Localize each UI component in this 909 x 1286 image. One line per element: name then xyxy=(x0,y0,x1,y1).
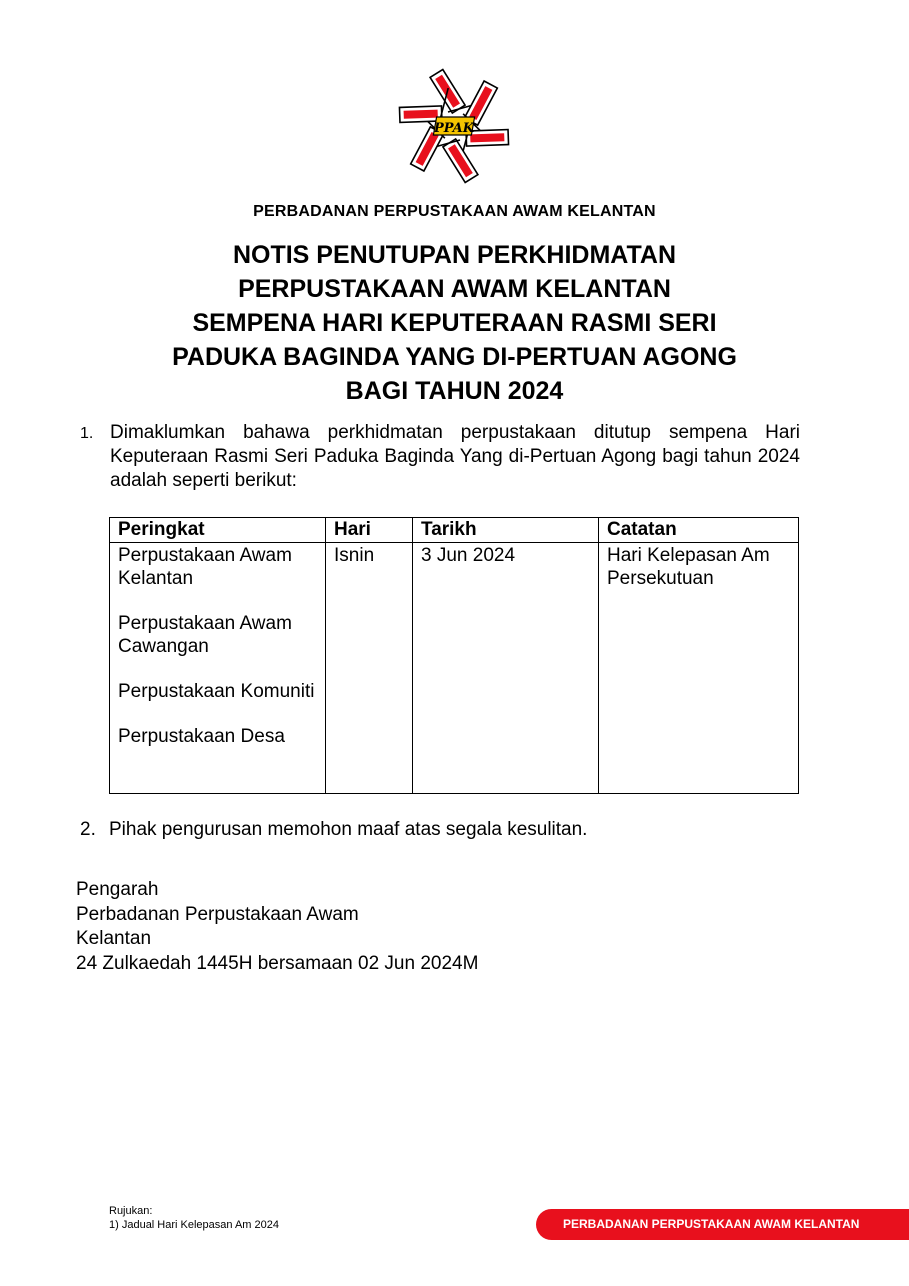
paragraph-text: Dimaklumkan bahawa perkhidmatan perpustakaan ditutup sempena Hari Keputeraan Rasmi Seri Paduka Baginda Yang di-Pertuan Agong bagi tahun 2024 adalah seperti berikut: xyxy=(110,422,800,491)
title-line: PERPUSTAKAAN AWAM KELANTAN xyxy=(238,275,671,303)
title-line: BAGI TAHUN 2024 xyxy=(345,377,564,405)
footer-banner xyxy=(536,1209,909,1240)
table-header-row xyxy=(110,518,799,543)
paragraph-1 xyxy=(80,421,800,493)
footer-text: PERBADANAN PERPUSTAKAAN AWAM KELANTAN xyxy=(563,1217,860,1231)
title-line: PADUKA BAGINDA YANG DI-PERTUAN AGONG xyxy=(172,343,737,371)
reference-heading: Rujukan: xyxy=(109,1205,153,1217)
paragraph-number: 1. xyxy=(80,425,94,442)
paragraph-2 xyxy=(80,818,587,842)
table-row xyxy=(110,543,799,794)
library-level: Perpustakaan Komuniti xyxy=(118,681,315,702)
signature-line: Perbadanan Perpustakaan Awam xyxy=(76,903,359,925)
levels-cell xyxy=(110,543,326,794)
ppak-logo xyxy=(392,62,516,190)
reference-block xyxy=(109,1204,279,1232)
paragraph-text: Pihak pengurusan memohon maaf atas segala kesulitan. xyxy=(109,819,588,840)
library-level: Perpustakaan Desa xyxy=(118,726,285,747)
paragraph-number: 2. xyxy=(80,819,96,840)
org-heading: PERBADANAN PERPUSTAKAAN AWAM KELANTAN xyxy=(253,203,656,220)
title-line: NOTIS PENUTUPAN PERKHIDMATAN xyxy=(232,241,677,269)
date-cell: 3 Jun 2024 xyxy=(413,543,599,794)
header-hari: Hari xyxy=(326,518,413,543)
notice-title xyxy=(0,238,909,408)
header-catatan: Catatan xyxy=(599,518,799,543)
title-line: SEMPENA HARI KEPUTERAAN RASMI SERI xyxy=(192,309,717,337)
library-level: Perpustakaan Awam Cawangan xyxy=(118,613,292,657)
logo-text: PPAK xyxy=(434,121,474,136)
signature-line: Pengarah xyxy=(76,879,159,900)
signature-date: 24 Zulkaedah 1445H bersamaan 02 Jun 2024M xyxy=(76,952,479,974)
signature-block xyxy=(76,878,478,976)
header-tarikh: Tarikh xyxy=(413,518,599,543)
header-peringkat: Peringkat xyxy=(110,518,326,543)
day-cell: Isnin xyxy=(326,543,413,794)
closure-schedule-table xyxy=(109,517,799,794)
library-level: Perpustakaan Awam Kelantan xyxy=(118,545,292,589)
signature-line: Kelantan xyxy=(76,928,152,949)
reference-item: 1) Jadual Hari Kelepasan Am 2024 xyxy=(109,1219,279,1231)
note-cell: Hari Kelepasan Am Persekutuan xyxy=(599,543,799,794)
